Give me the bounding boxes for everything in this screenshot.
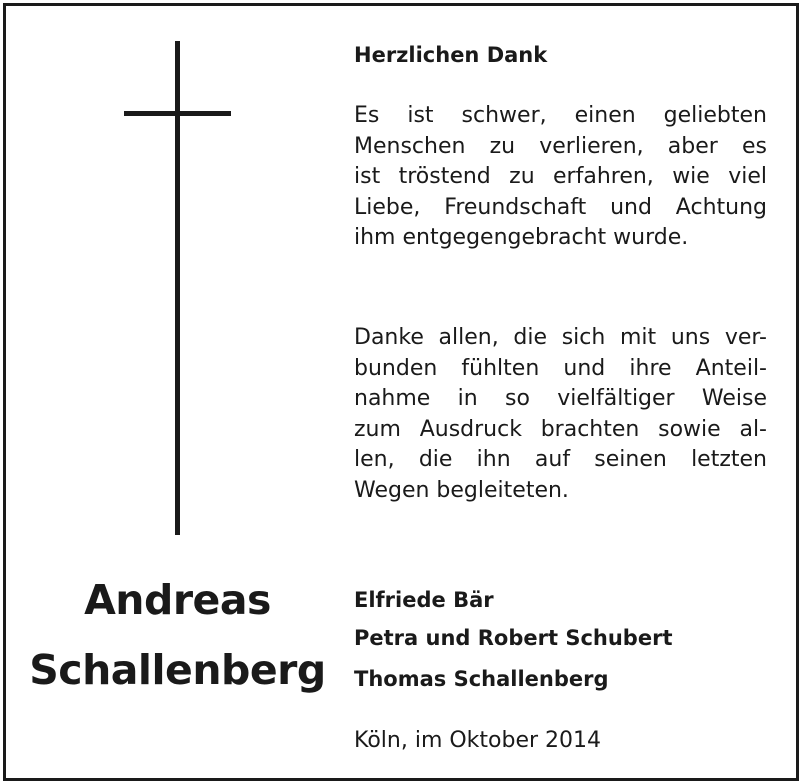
place-date: Köln, im Oktober 2014 [354,728,602,753]
paragraph-line: Danke allen, die sich mit uns ver- [354,325,767,350]
signer-name: Elfriede Bär [354,588,494,612]
paragraph-line: ist tröstend zu erfahren, wie viel [354,164,767,189]
signer-name: Petra und Robert Schubert [354,626,673,650]
paragraph-line: ihm entgegengebracht wurde. [354,225,689,250]
paragraph-line: Wegen begleiteten. [354,477,569,503]
notice-heading: Herzlichen Dank [354,43,548,67]
paragraph-line: Es ist schwer, einen geliebten [354,103,767,128]
paragraph-line: bunden fühlten und ihre Anteil- [354,355,767,381]
paragraph-condolence [354,101,767,254]
deceased-first-name: Andreas [84,576,271,624]
paragraph-line: len, die ihn auf seinen letzten [354,447,767,472]
paragraph-thanks [354,323,767,506]
paragraph-line: nahme in so vielfältiger Weise [354,386,767,411]
paragraph-line: zum Ausdruck brachten sowie al- [354,416,767,442]
paragraph-line: Liebe, Freundschaft und Achtung [354,194,767,220]
cross-horizontal-beam [124,111,231,116]
deceased-last-name: Schallenberg [29,646,326,694]
signer-name: Thomas Schallenberg [354,667,609,691]
paragraph-line: Menschen zu verlieren, aber es [354,133,767,159]
